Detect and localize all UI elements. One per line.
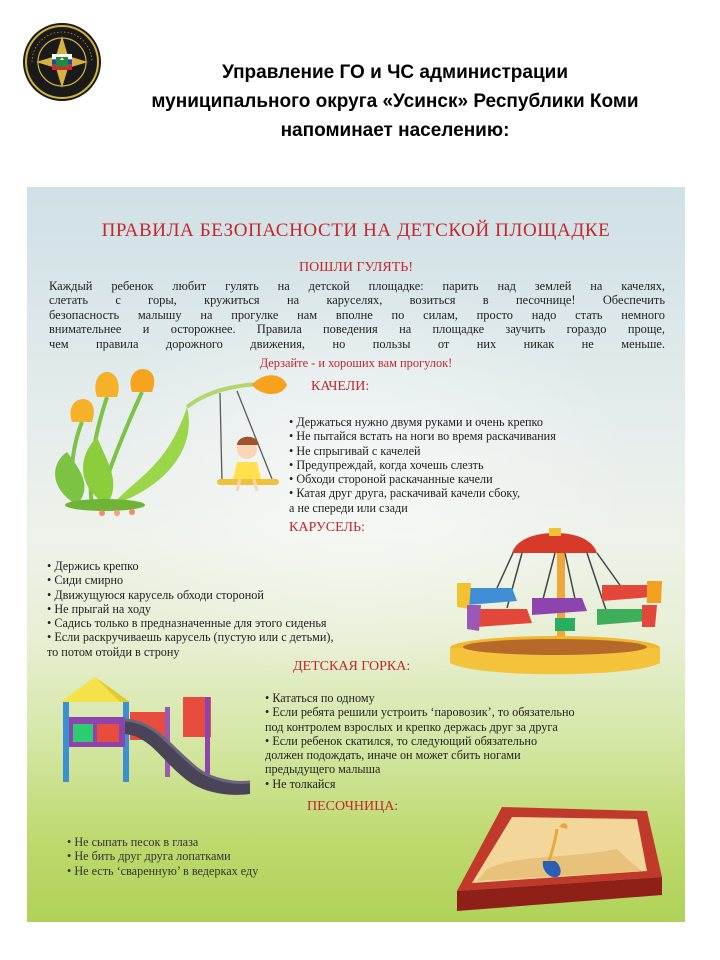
swings-rule: • Катая друг друга, раскачивай качели сбоку, [289, 486, 521, 501]
carousel-illustration [437, 523, 672, 678]
slide-heading: ДЕТСКАЯ ГОРКА: [293, 659, 411, 674]
intro-line-4: внимательнее и осторожнее. Правила поведения на площадке заучить гораздо проще, [49, 322, 665, 337]
intro-line-1: Каждый ребенок любит гулять на детской площадке: парить над землей на качелях, [49, 279, 665, 293]
organization-title [110, 58, 680, 145]
slide-rule: должен подождать, иначе он может сбить ногами [265, 748, 521, 763]
sandbox-rule: • Не есть ‘сваренную’ в ведерках еду [67, 863, 259, 878]
sandbox-illustration [447, 799, 672, 917]
sandbox-rule: • Не сыпать песок в глаза [67, 835, 199, 849]
slide-rules-list [265, 691, 575, 791]
slide-rule: • Если ребята решили устроить ‘паровозик’, то обязательно [265, 705, 575, 720]
intro-line-2: слетать с горы, кружиться на каруселях, возиться в песочнице! Обеспечить [49, 293, 665, 308]
intro-line-3: безопасность малышу на прогулке нам вполне по силам, просто надо стать немного [49, 307, 665, 322]
intro-paragraph [49, 279, 665, 351]
safety-poster [27, 187, 685, 922]
slide-rule: • Если ребенок скатился, то следующий обязательно [265, 733, 538, 748]
slide-rule: • Не толкайся [265, 776, 336, 791]
swings-rule: • Не пытайся встать на ноги во время раскачивания [289, 429, 556, 444]
poster-title: ПРАВИЛА БЕЗОПАСНОСТИ НА ДЕТСКОЙ ПЛОЩАДКЕ [101, 220, 611, 241]
carousel-rule: • Сиди смирно [47, 573, 124, 588]
slide-rule: • Кататься по одному [265, 691, 375, 705]
swings-rules-list [289, 415, 556, 515]
org-title-line-1: Управление ГО и ЧС администрации [221, 62, 569, 83]
swings-rule: • Не спрыгивай с качелей [289, 443, 421, 458]
swings-rule: а не спереди или сзади [289, 500, 408, 515]
sandbox-rule: • Не бить друг друга лопатками [67, 849, 231, 864]
carousel-rule: • Движущуюся карусель обходи стороной [47, 587, 264, 602]
carousel-rule: • Садись только в предназначенные для этого сиденья [47, 616, 327, 631]
intro-heading: ПОШЛИ ГУЛЯТЬ! [299, 260, 413, 275]
swings-heading: КАЧЕЛИ: [311, 379, 370, 394]
org-title-line-3: напоминает населению: [280, 120, 510, 141]
intro-line-5: чем правила дорожного движения, но пользы от них никак не меньше. [49, 336, 665, 351]
carousel-rule: то потом отойди в строну [47, 644, 180, 659]
emergency-emblem-logo [22, 22, 102, 102]
carousel-rule: • Если раскручиваешь карусель (пустую или с детьми), [47, 630, 334, 645]
slide-illustration [45, 672, 260, 807]
swings-rule: • Предупреждай, когда хочешь слезть [289, 457, 484, 472]
carousel-heading: КАРУСЕЛЬ: [289, 520, 365, 535]
carousel-rule: • Держись крепко [47, 559, 139, 573]
carousel-rule: • Не прыгай на ходу [47, 601, 151, 616]
page-header [0, 0, 720, 180]
swings-rule: • Обходи стороной раскачанные качели [289, 472, 493, 487]
sandbox-heading: ПЕСОЧНИЦА: [307, 799, 399, 814]
slide-rule: под контролем взрослых и крепко держась друг за друга [265, 719, 558, 734]
farewell-text: Дерзайте - и хороших вам прогулок! [259, 356, 453, 370]
swings-rule: • Держаться нужно двумя руками и очень крепко [289, 415, 543, 429]
swing-flower-illustration [37, 367, 287, 517]
carousel-rules-list [47, 559, 334, 659]
org-title-line-2: муниципального округа «Усинск» Республики Коми [151, 91, 639, 112]
slide-rule: предыдущего малыша [265, 762, 381, 777]
sandbox-rules-list [67, 835, 258, 878]
